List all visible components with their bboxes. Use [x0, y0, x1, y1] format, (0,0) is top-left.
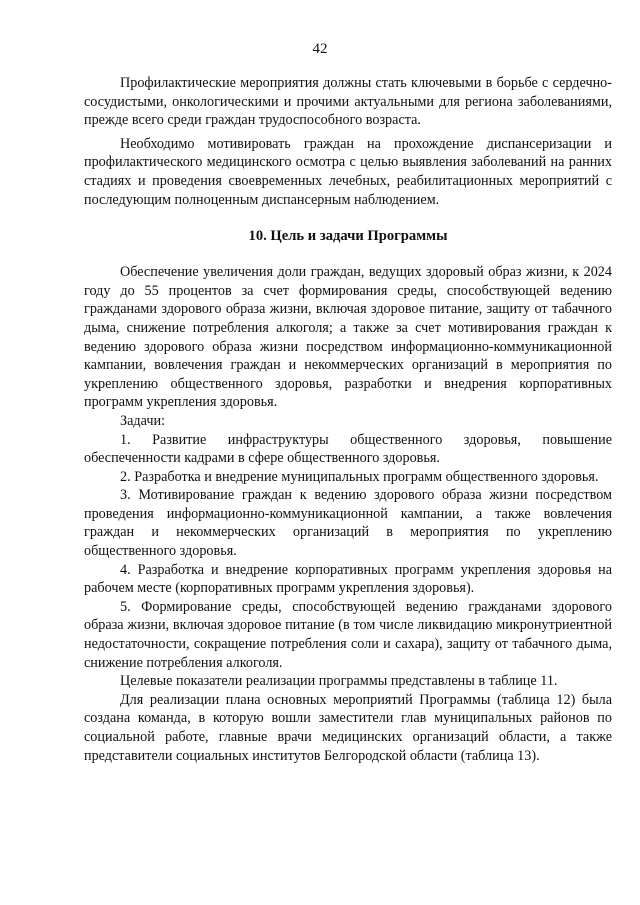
task-item-4: 4. Разработка и внедрение корпоративных программ укрепления здоровья на рабочем месте (корпоративных программ укрепления здоровья).	[84, 561, 612, 597]
page-number: 42	[312, 41, 328, 57]
task-item-3: 3. Мотивирование граждан к ведению здорового образа жизни посредством проведения информационно-коммуникационной кампании, а также вовлечения граждан и некоммерческих организаций в мероприятия по укреплению общественного здоровья.	[84, 487, 612, 560]
section-title: 10. Цель и задачи Программы	[248, 228, 448, 245]
task-item-5: 5. Формирование среды, способствующей ведению гражданами здорового образа жизни, включая здоровое питание (в том числе ликвидацию микронутриентной недостаточности, сокращение потребления соли и сахара), защиту от табачного дыма, снижение потребления алкоголя.	[84, 598, 612, 671]
indicators-paragraph: Целевые показатели реализации программы представлены в таблице 11.	[120, 673, 558, 690]
team-paragraph: Для реализации плана основных мероприятий Программы (таблица 12) была создана команда, в которую вошли заместители глав муниципальных районов по социальной работе, главные врачи медицинских организаций области, а также представители социальных институтов Белгородской области (таблица 13).	[84, 691, 612, 764]
tasks-heading: Задачи:	[120, 412, 166, 429]
page-content	[84, 74, 612, 765]
task-item-2: 2. Разработка и внедрение муниципальных программ общественного здоровья.	[120, 468, 599, 485]
task-item-1: 1. Развитие инфраструктуры общественного здоровья, повышение обеспеченности кадрами в сфере общественного здоровья.	[84, 431, 612, 467]
goal-paragraph: Обеспечение увеличения доли граждан, ведущих здоровый образ жизни, к 2024 году до 55 процентов за счет формирования среды, способствующей ведению гражданами здорового образа жизни, включая здоровое питание, защиту от табачного дыма, снижение потребления алкоголя; а также за счет мотивирования граждан к ведению здорового образа жизни посредством информационно-коммуникационной кампании, вовлечения граждан и некоммерческих организаций в мероприятия по укреплению общественного здоровья, разработки и внедрения корпоративных программ укрепления здоровья.	[84, 264, 612, 411]
intro-paragraph-1: Профилактические мероприятия должны стать ключевыми в борьбе с сердечно-сосудистыми, онкологическими и прочими актуальными для региона заболеваниями, прежде всего среди граждан трудоспособного возраста.	[84, 75, 612, 129]
intro-paragraph-2: Необходимо мотивировать граждан на прохождение диспансеризации и профилактического медицинского осмотра с целью выявления заболеваний на ранних стадиях и проведения своевременных лечебных, реабилитационных мероприятий с последующим полноценным диспансерным наблюдением.	[84, 135, 612, 208]
